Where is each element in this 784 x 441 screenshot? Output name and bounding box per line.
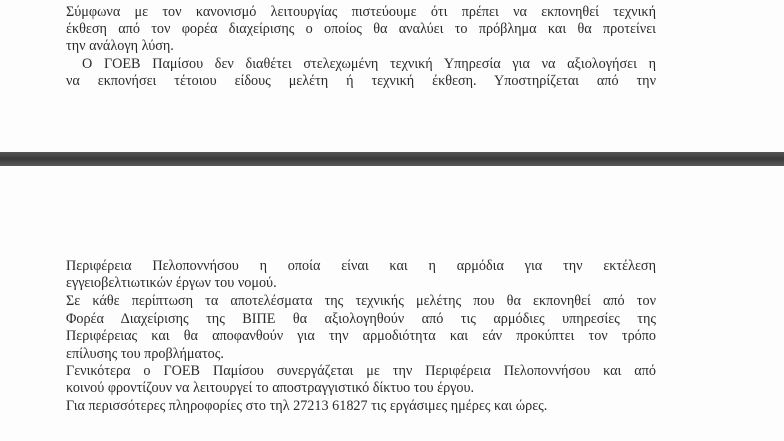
text-line: επίλυσης του προβλήματος.	[66, 346, 224, 362]
text-line: Περιφέρειας και θα αποφανθούν για την αρμοδιότητα και εάν προκύπτει τον τρόπο	[66, 328, 656, 344]
text-line: Σύμφωνα με τον κανονισμό λειτουργίας πιστεύουμε ότι πρέπει να εκπονηθεί τεχνική	[66, 4, 656, 20]
document-page-top	[0, 0, 784, 152]
text-line: Γενικότερα ο ΓΟΕΒ Παμίσου συνεργάζεται με την Περιφέρεια Πελοποννήσου και από	[66, 363, 656, 379]
text-line: Φορέα Διαχείρισης της ΒΙΠΕ θα αξιολογηθούν από τις αρμόδιες υπηρεσίες της	[66, 311, 656, 327]
text-line: να εκπονήσει τέτοιου είδους μελέτη ή τεχνική έκθεση. Υποστηρίζεται από την	[66, 73, 656, 89]
text-line: Για περισσότερες πληροφορίες στο τηλ 27213 61827 τις εργάσιμες ημέρες και ώρες.	[66, 398, 548, 414]
text-line: Περιφέρεια Πελοποννήσου η οποία είναι και η αρμόδια για την εκτέλεση	[66, 258, 656, 274]
text-line: Σε κάθε περίπτωση τα αποτελέσματα της τεχνικής μελέτης που θα εκπονηθεί από τον	[66, 293, 656, 309]
text-line: Ο ΓΟΕΒ Παμίσου δεν διαθέτει στελεχωμένη τεχνική Υπηρεσία για να αξιολογήσει η	[82, 56, 656, 72]
text-line: εγγειοβελτιωτικών έργων του νομού.	[66, 275, 277, 291]
text-line: έκθεση από τον φορέα διαχείρισης ο οποίος θα αναλύει το πρόβλημα και θα προτείνει	[66, 21, 656, 37]
text-line: κοινού φροντίζουν να λειτουργεί το αποστραγγιστικό δίκτυο του έργου.	[66, 380, 475, 396]
document-page-bottom	[0, 166, 784, 441]
page-divider	[0, 152, 784, 166]
text-line: την ανάλογη λύση.	[66, 38, 174, 54]
